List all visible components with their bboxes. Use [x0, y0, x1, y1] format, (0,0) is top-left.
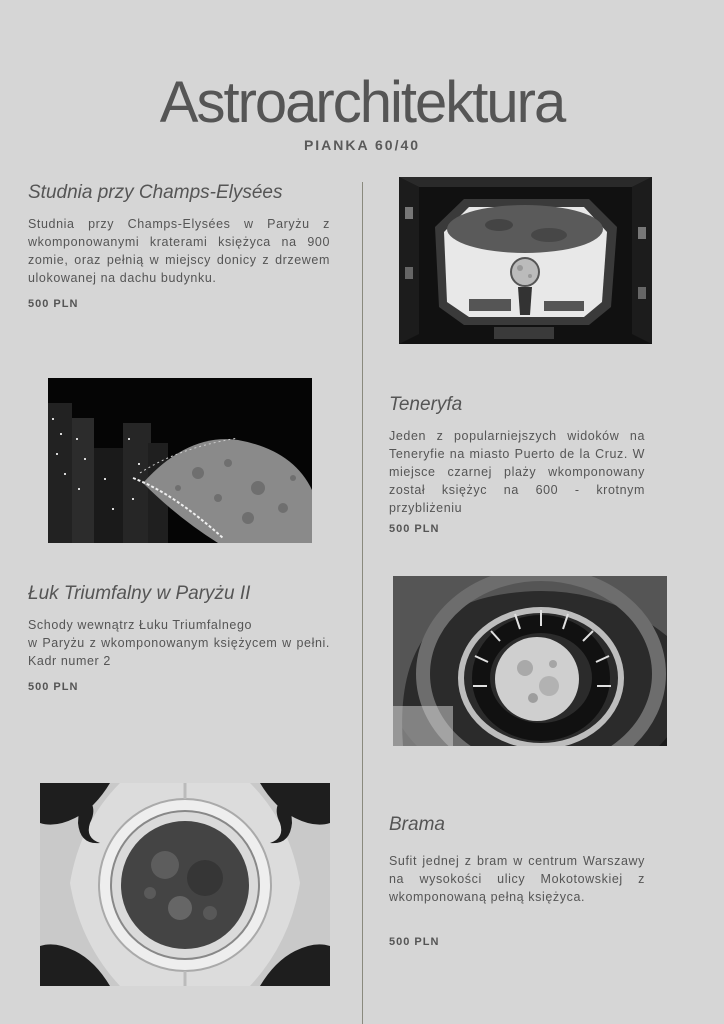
- item-description-line-2: w Paryżu z wkomponowanym księżycem w pełni. Kadr numer 2: [28, 636, 330, 668]
- item-title: Łuk Triumfalny w Paryżu II: [28, 583, 251, 604]
- item-brama: [389, 813, 645, 948]
- item-luk-triumfalny: [28, 582, 330, 693]
- item-title: Studnia przy Champs-Elysées: [28, 182, 283, 203]
- item-description-line-1: Schody wewnątrz Łuku Triumfalnego: [28, 618, 253, 632]
- page-title: Astroarchitektura: [159, 70, 565, 135]
- item-description: Sufit jednej z bram w centrum Warszawy na wysokości ulicy Mokotowskiej z wkomponowaną pełną księżyca.: [389, 854, 645, 904]
- item-description: Studnia przy Champs-Elysées w Paryżu z wkomponowanymi kraterami księżyca na 900 zomie, oraz pełnią w miejscy donicy z drzewem ulokowanej na dachu budynku.: [28, 217, 330, 285]
- page-subtitle: PIANKA 60/40: [303, 137, 421, 153]
- column-divider: [362, 182, 363, 1024]
- item-title: Brama: [389, 814, 445, 835]
- item-price: 500 PLN: [28, 298, 79, 310]
- item-price: 500 PLN: [389, 523, 440, 535]
- spiral-staircase-moon-photo: [393, 576, 667, 746]
- tenerife-moon-beach-photo: [48, 378, 312, 543]
- item-teneryfa: [389, 393, 645, 535]
- item-price: 500 PLN: [389, 936, 440, 948]
- item-champs-elysees: [28, 181, 330, 310]
- item-description: Jeden z popularniejszych widoków na Teneryfie na miasto Puerto de la Cruz. W miejsce czarnej plaży wkomponowany został księżyc na 600 - krotnym przybliżeniu: [389, 429, 645, 515]
- gate-ceiling-moon-photo: [40, 783, 330, 986]
- courtyard-well-moon-photo: [399, 177, 652, 344]
- item-title: Teneryfa: [389, 394, 463, 415]
- item-description: [28, 616, 330, 670]
- item-price: 500 PLN: [28, 681, 79, 693]
